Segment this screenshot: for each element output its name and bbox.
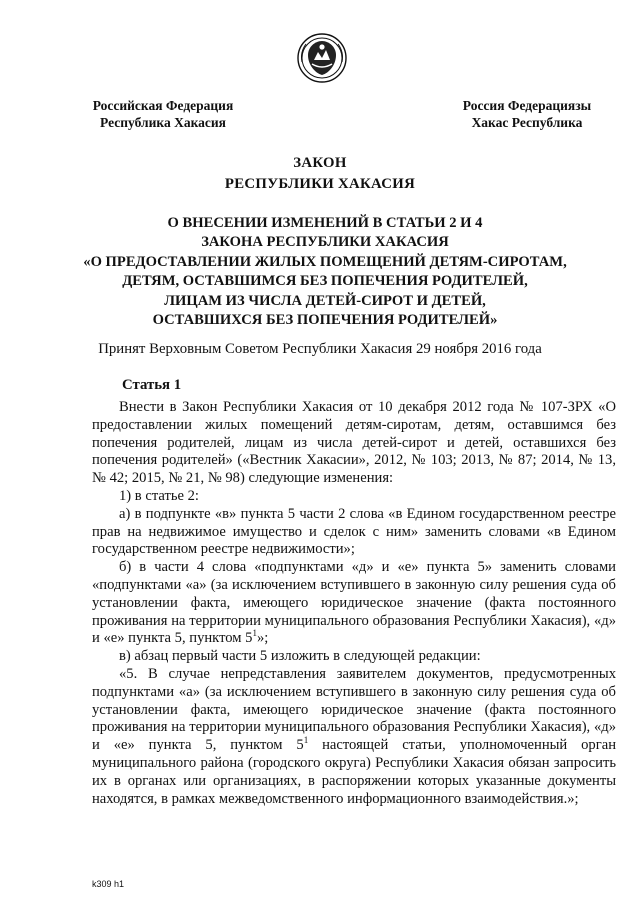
coat-of-arms-emblem [296,32,348,84]
header-right-line1: Россия Федерациязы [462,98,592,113]
paragraph: Внести в Закон Республики Хакасия от 10 декабря 2012 года № 107-ЗРХ «О предоставлении жилых помещений детям-сиротам, детям, оставшимся без попечения родителей, лицам из числа детей-сирот и детей, оставшихся без попечения родителей» («Вестник Хакасии», 2012, № 103; 2013, № 87; 2014, № 13, № 42; 2015, № 21, № 98) следующие изменения: [92,399,616,487]
subtitle-line: ЗАКОНА РЕСПУБЛИКИ ХАКАСИЯ [201,234,449,251]
paragraph [92,666,616,808]
header-right-line2: Хакас Республика [471,115,583,130]
paragraph: в) абзац первый части 5 изложить в следующей редакции: [119,648,481,665]
header-right [452,97,602,131]
subtitle-line: ЛИЦАМ ИЗ ЧИСЛА ДЕТЕЙ-СИРОТ И ДЕТЕЙ, [164,292,486,309]
paragraph-text: настоящей статьи, уполномоченный орган муниципального района (городского округа) Республики Хакасия обязан запросить их в органах или организациях, в распоряжении которых указанные документы находятся, в рамках межведомственного информационного взаимодействия.»; [92,737,617,807]
paragraph-text: б) в части 4 слова «подпунктами «д» и «е» пункта 5» заменить словами «подпунктами «а» (за исключением вступившего в законную силу решения суда об установлении факта, имеющего юридическое значение (факта постоянного проживания на территории муниципального образования Республики Хакасия), «д» и «е» пункта 5, пунктом 5 [92,559,616,647]
article-heading: Статья 1 [122,377,182,393]
law-title: ЗАКОН [293,155,347,171]
adoption-note: Принят Верховным Советом Республики Хакасия 29 ноября 2016 года [98,341,542,357]
superscript: 1 [252,628,257,639]
header-left-line2: Республика Хакасия [100,115,226,130]
subtitle-line: «О ПРЕДОСТАВЛЕНИИ ЖИЛЫХ ПОМЕЩЕНИЙ ДЕТЯМ-СИРОТАМ, [83,253,567,270]
subtitle-line: О ВНЕСЕНИИ ИЗМЕНЕНИЙ В СТАТЬИ 2 И 4 [167,215,483,231]
footer-code: k309 h1 [92,879,125,889]
header-left [88,97,238,131]
law-title-republic: РЕСПУБЛИКИ ХАКАСИЯ [224,176,416,192]
article-body [92,399,616,808]
subtitle-line: ОСТАВШИХСЯ БЕЗ ПОПЕЧЕНИЯ РОДИТЕЛЕЙ» [152,312,498,329]
subtitle-line: ДЕТЯМ, ОСТАВШИМСЯ БЕЗ ПОПЕЧЕНИЯ РОДИТЕЛЕЙ, [122,273,528,290]
paragraph [92,559,616,648]
law-subtitle [60,214,590,330]
paragraph: а) в подпункте «в» пункта 5 части 2 слова «в Едином государственном реестре прав на недвижимое имущество и сделок с ним» заменить словами «в Едином государственном реестре недвижимости»; [92,505,616,558]
paragraph: 1) в статье 2: [119,487,199,504]
superscript: 1 [303,735,309,746]
header-left-line1: Российская Федерация [92,98,234,113]
paragraph-text: «5. В случае непредставления заявителем документов, предусмотренных подпунктами «а» (за исключением вступившего в законную силу решения суда об установлении факта, имеющего юридическое значение (факта постоянного проживания на территории муниципального образования Республики Хакасия), «д» и «е» пункта 5, пунктом 5 [92,665,616,754]
paragraph-text: »; [256,630,269,647]
